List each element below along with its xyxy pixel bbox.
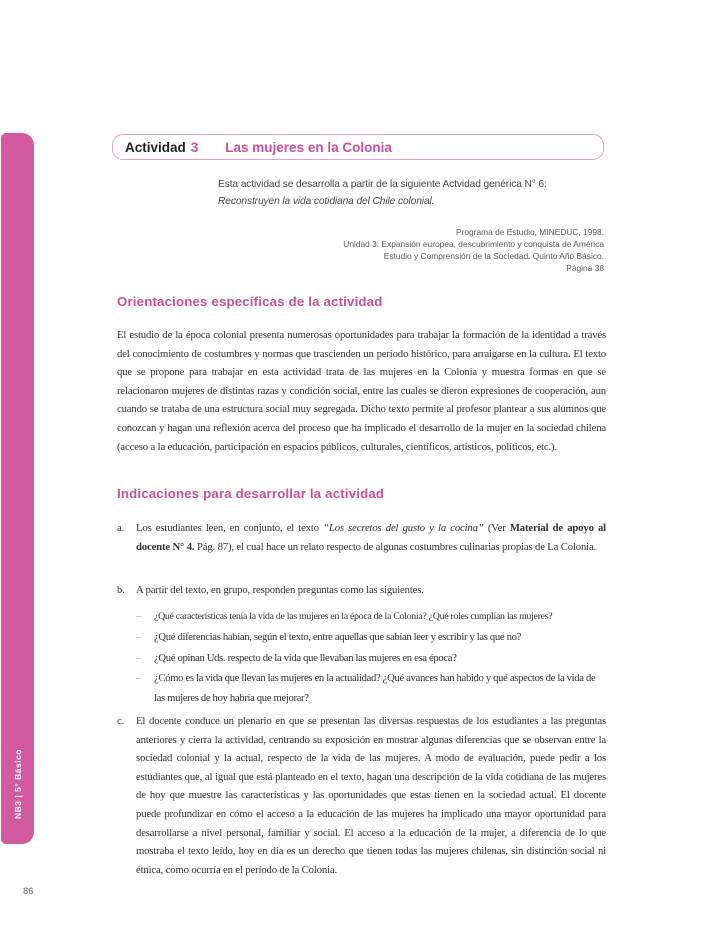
- question-dash: –: [136, 672, 142, 685]
- item-a-text: [136, 519, 606, 556]
- item-a-quoted-title: “Los secretos del gusto y la cocina”: [323, 522, 484, 534]
- question-dash: –: [136, 610, 142, 622]
- question-dash: –: [136, 630, 142, 643]
- list-item-a: [117, 519, 606, 556]
- activity-title: Las mujeres en la Colonia: [225, 139, 392, 155]
- section-heading-indicaciones: Indicaciones para desarrollar la actividad: [117, 486, 385, 501]
- question-text: ¿Qué diferencias habían, según el texto, entre aquellas que sabían leer y escribir y las que no?: [154, 630, 522, 643]
- question-item: [136, 669, 606, 708]
- intro-line-2: Reconstruyen la vida cotidiana del Chile colonial.: [218, 195, 435, 207]
- item-c-label: c.: [117, 715, 125, 727]
- list-item-c: [117, 712, 606, 879]
- grade-level-tab: [1, 726, 34, 842]
- item-a-material-ref: Material de apoyo al docente N° 4.: [136, 522, 606, 553]
- question-list: [136, 607, 606, 709]
- question-item: [136, 607, 606, 626]
- item-a-seg1: Los estudiantes leen, en conjunto, el texto: [136, 522, 324, 534]
- question-text: ¿Cómo es la vida que llevan las mujeres en la actualidad? ¿Qué avances han habido y qué aspectos de la vida de las mujeres de hoy habría que mejorar?: [154, 672, 596, 704]
- section-heading-orientaciones: Orientaciones específicas de la actividad: [117, 294, 383, 309]
- citation-line: Programa de Estudio, MINEDUC, 1998.: [455, 227, 604, 237]
- intro-line-1: Esta actividad se desarrolla a partir de la siguiente Actvidad genérica N° 6:: [218, 179, 547, 190]
- question-dash: –: [136, 651, 142, 664]
- intro-block: [218, 177, 547, 211]
- orientaciones-body: El estudio de la época colonial presenta numerosas oportunidades para trabajar la formación de la identidad a través del conocimiento de costumbres y normas que trascienden un período histórico, para arraigarse en la cultura. El texto que se propone para trabajar en esta actividad trata de las mujeres en la Colonia y muestra formas en que se relacionaron mujeres de distintas razas y condición social, entre las cuales se dieron expresiones de cooperación, aun cuando se trataba de una estructura social muy segregada. Dicho texto permite al profesor plantear a sus alumnos que conozcan y hagan una reflexión acerca del proceso que ha implicado el desarrollo de la mujer en la sociedad chilena (acceso a la educación, participación en espacios públicos, culturales, científicos, artísticos, políticos, etc.).: [117, 329, 606, 453]
- item-c-text: El docente conduce un plenario en que se presentan las diversas respuestas de los estudiantes a las preguntas anteriores y cierra la actividad, centrando su exposición en mostrar algunas diferencias que se observan entre la sociedad colonial y la actual, respecto de la vida de las mujeres. A modo de evaluación, puede pedir a los estudiantes que, al igual que está planteado en el texto, hagan una descripción de la vida cotidiana de las mujeres de hoy que muestre las características y las oportunidades que estas tienen en la sociedad actual. El docente puede profundizar en cómo el acceso a la educación de las mujeres ha implicado una mayor oportunidad para desarrollarse a nivel personal, familiar y social. El acceso a la educación de la mujer, a diferencia de lo que mostraba el texto leído, hoy en día es un derecho que tienen todas las mujeres chilenas, sin distinción social ni étnica, como ocurría en el período de la Colonia.: [136, 715, 606, 876]
- citation-line: Página 38: [566, 262, 604, 273]
- question-item: [136, 649, 606, 668]
- citation-block: [343, 227, 604, 275]
- item-b-label: b.: [117, 584, 125, 596]
- question-text: ¿Qué opinan Uds. respecto de la vida que llevaban las mujeres en esa época?: [154, 651, 457, 664]
- item-a-label: a.: [117, 522, 125, 534]
- activity-number: 3: [190, 139, 199, 155]
- item-a-seg3: (Ver: [483, 522, 510, 534]
- list-item-b: [117, 581, 606, 600]
- grade-level-label: NB3 | 5° Básico: [12, 749, 23, 819]
- citation-line: Estudio y Comprensión de la Sociedad. Quinto Año Básico.: [383, 250, 604, 261]
- activity-header-box: [112, 134, 604, 160]
- item-b-text: A partir del texto, en grupo, responden preguntas como las siguientes.: [136, 584, 424, 596]
- question-item: [136, 628, 606, 647]
- item-a-seg5: Pág. 87), el cual hace un relato respecto de algunas costumbres culinarias propias de La Colonia.: [194, 540, 597, 553]
- activity-label: Actividad: [125, 139, 186, 155]
- citation-line: Unidad 3: Expansión europea, descubrimiento y conquista de América: [343, 238, 604, 249]
- question-text: ¿Qué características tenía la vida de las mujeres en la época de la Colonia? ¿Qué roles cumplían las mujeres?: [154, 611, 553, 622]
- page-number: 86: [23, 886, 34, 897]
